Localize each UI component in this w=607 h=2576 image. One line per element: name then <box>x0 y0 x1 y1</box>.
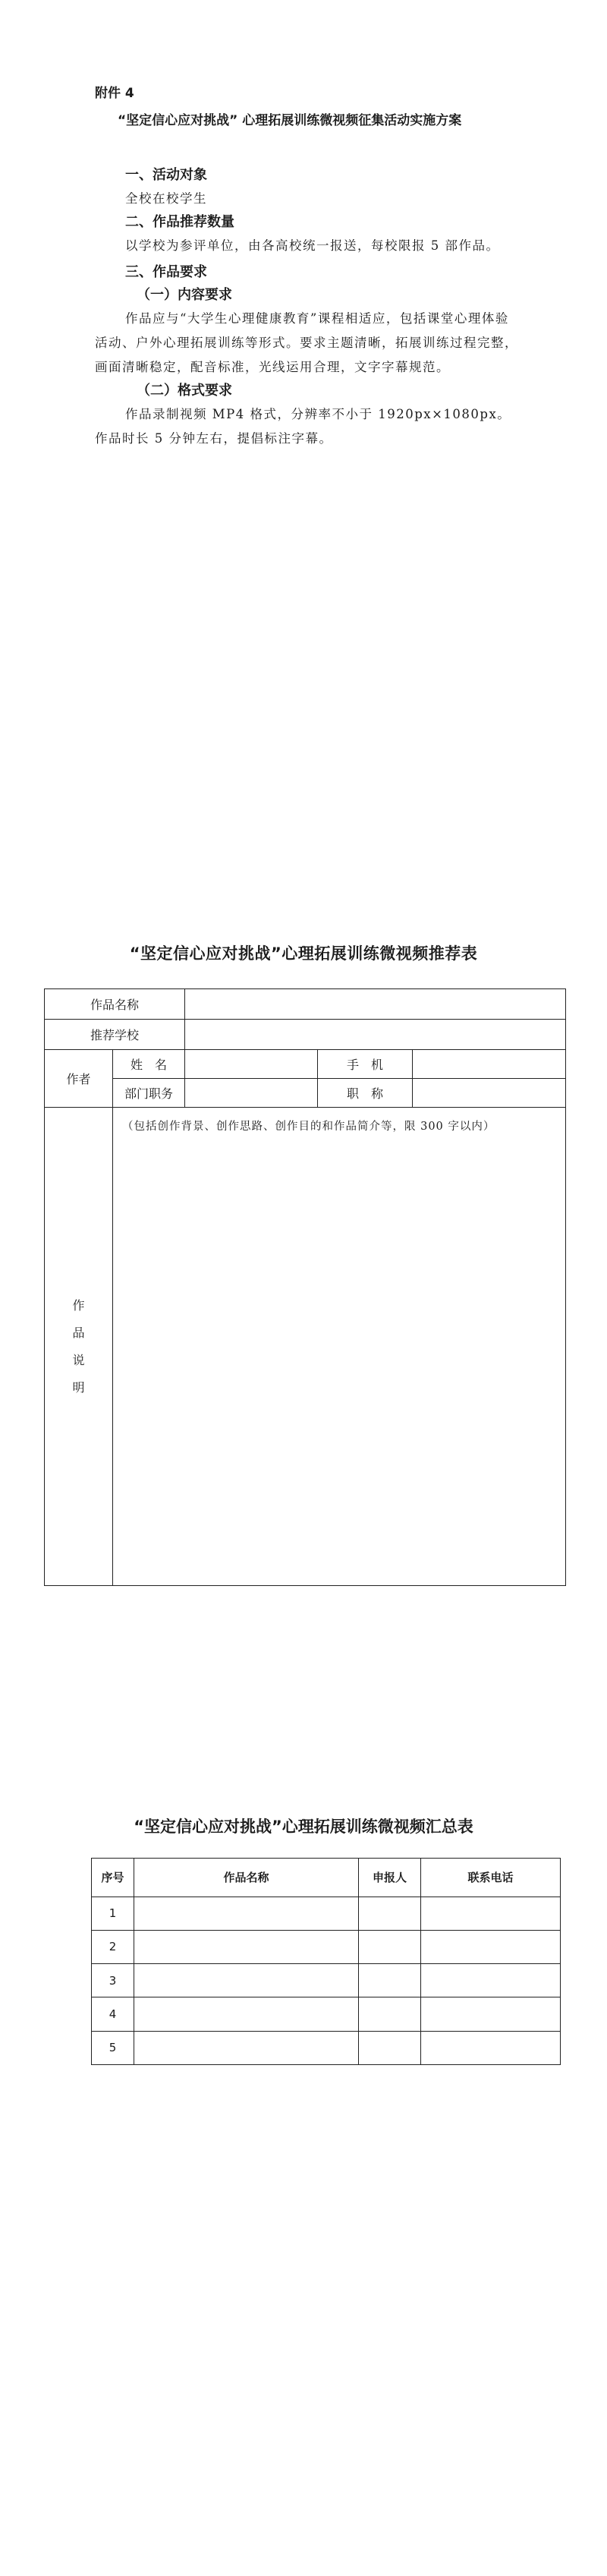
phone-label: 手 机 <box>318 1050 413 1079</box>
applicant-cell[interactable] <box>359 1997 421 2031</box>
table-row <box>92 1897 561 1930</box>
row-number: 4 <box>92 1997 134 2031</box>
text-content-requirements: 作品应与“大学生心理健康教育”课程相适应，包括课堂心理体验活动、户外心理拓展训练等形式。要求主题清晰，拓展训练过程完整，画面清晰稳定，配音标准，光线运用合理，文字字幕规范。 <box>95 311 518 374</box>
applicant-cell[interactable] <box>359 1930 421 1963</box>
attachment-label: 附件 4 <box>95 86 134 101</box>
applicant-cell[interactable] <box>359 2031 421 2064</box>
work-name-label: 作品名称 <box>45 989 185 1020</box>
heading-content-requirements: （一）内容要求 <box>137 287 232 303</box>
school-label: 推荐学校 <box>45 1020 185 1050</box>
dept-label: 部门职务 <box>113 1079 185 1108</box>
summary-form-table <box>91 1858 561 2065</box>
desc-label <box>45 1108 113 1586</box>
header-applicant: 申报人 <box>359 1859 421 1897</box>
work-name-cell[interactable] <box>134 2031 359 2064</box>
table-row <box>92 1997 561 2031</box>
phone-cell[interactable] <box>421 1897 561 1930</box>
applicant-cell[interactable] <box>359 1964 421 1997</box>
desc-label-char: 说 <box>72 1352 85 1367</box>
text-format-requirements: 作品录制视频 MP4 格式，分辨率不小于 1920px×1080px。作品时长 5 分钟左右，提倡标注字幕。 <box>95 407 511 446</box>
row-school <box>45 1020 566 1050</box>
row-number: 5 <box>92 2031 134 2064</box>
text-activity-target: 全校在校学生 <box>125 191 207 206</box>
phone-cell[interactable] <box>421 1930 561 1963</box>
position-field[interactable] <box>413 1079 566 1108</box>
header-phone: 联系电话 <box>421 1859 561 1897</box>
recommend-form-table <box>44 988 566 1586</box>
desc-label-char: 品 <box>72 1325 85 1340</box>
phone-field[interactable] <box>413 1050 566 1079</box>
work-name-cell[interactable] <box>134 1897 359 1930</box>
table-row <box>92 2031 561 2064</box>
work-name-cell[interactable] <box>134 1997 359 2031</box>
author-label: 作者 <box>45 1050 113 1108</box>
heading-format-requirements: （二）格式要求 <box>137 383 232 399</box>
dept-field[interactable] <box>185 1079 318 1108</box>
row-author-name <box>45 1050 566 1079</box>
row-work-name <box>45 989 566 1020</box>
header-work-name: 作品名称 <box>134 1859 359 1897</box>
notice-title: “坚定信心应对挑战” 心理拓展训练微视频征集活动实施方案 <box>118 113 462 128</box>
desc-field[interactable] <box>113 1108 566 1586</box>
summary-form-title: “坚定信心应对挑战”心理拓展训练微视频汇总表 <box>134 1818 473 1836</box>
row-description <box>45 1108 566 1586</box>
name-field[interactable] <box>185 1050 318 1079</box>
summary-header-row <box>92 1859 561 1897</box>
row-author-dept <box>45 1079 566 1108</box>
row-number: 3 <box>92 1964 134 1997</box>
phone-cell[interactable] <box>421 1964 561 1997</box>
work-name-field[interactable] <box>185 989 566 1020</box>
applicant-cell[interactable] <box>359 1897 421 1930</box>
table-row <box>92 1964 561 1997</box>
heading-work-requirements: 三、作品要求 <box>125 264 207 280</box>
row-number: 2 <box>92 1930 134 1963</box>
recommend-form-title: “坚定信心应对挑战”心理拓展训练微视频推荐表 <box>129 944 478 963</box>
work-name-cell[interactable] <box>134 1930 359 1963</box>
table-row <box>92 1930 561 1963</box>
text-work-quota: 以学校为参评单位，由各高校统一报送，每校限报 5 部作品。 <box>125 238 500 253</box>
header-serial: 序号 <box>92 1859 134 1897</box>
desc-label-char: 作 <box>72 1297 85 1313</box>
desc-note: （包括创作背景、创作思路、创作目的和作品简介等，限 300 字以内） <box>122 1121 495 1133</box>
school-field[interactable] <box>185 1020 566 1050</box>
notice-section <box>95 84 520 451</box>
work-name-cell[interactable] <box>134 1964 359 1997</box>
phone-cell[interactable] <box>421 1997 561 2031</box>
name-label: 姓 名 <box>113 1050 185 1079</box>
desc-label-char: 明 <box>72 1379 85 1395</box>
position-label: 职 称 <box>318 1079 413 1108</box>
phone-cell[interactable] <box>421 2031 561 2064</box>
heading-work-quota: 二、作品推荐数量 <box>125 214 234 230</box>
heading-activity-target: 一、活动对象 <box>125 167 207 183</box>
row-number: 1 <box>92 1897 134 1930</box>
